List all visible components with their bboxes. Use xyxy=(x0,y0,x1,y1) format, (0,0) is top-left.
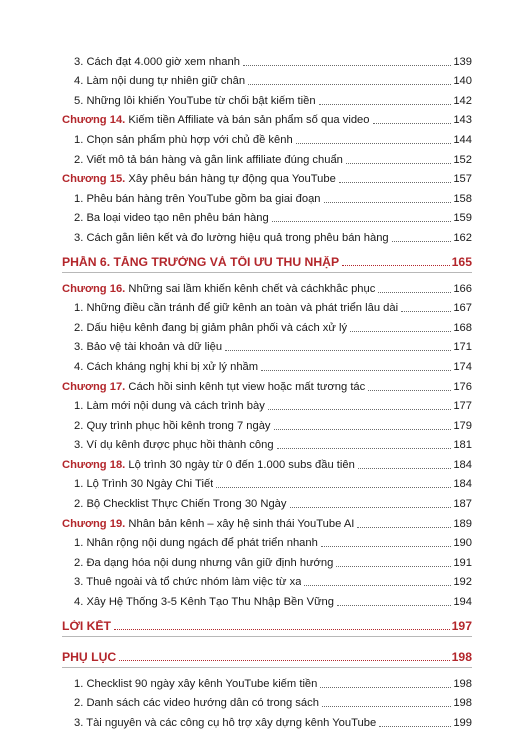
toc-section-entry[interactable] xyxy=(62,570,472,590)
dot-leader xyxy=(322,705,451,707)
section-divider xyxy=(62,667,472,668)
dot-leader xyxy=(296,142,452,144)
toc-entry-title: 1. Những điều cần tránh để giữ kênh an toàn và phát triển lâu dài xyxy=(74,302,399,315)
toc-section-entry[interactable] xyxy=(62,206,472,226)
toc-entry-title: 3. Ví dụ kênh được phục hồi thành công xyxy=(74,439,274,452)
toc-section-entry[interactable] xyxy=(62,433,472,453)
chapter-label: Chương 18. xyxy=(62,458,126,471)
dot-leader xyxy=(277,447,452,449)
toc-section-entry[interactable] xyxy=(62,225,472,245)
page-number: 144 xyxy=(453,133,472,146)
dot-leader xyxy=(357,526,451,528)
toc-entry-title: 2. Ba loại video tạo nên phễu bán hàng xyxy=(74,212,269,225)
dot-leader xyxy=(268,408,452,410)
toc-section-entry[interactable] xyxy=(62,710,472,730)
page-number: 198 xyxy=(451,650,472,665)
table-of-contents xyxy=(62,49,472,730)
dot-leader xyxy=(346,162,451,164)
dot-leader xyxy=(321,545,451,547)
toc-part-entry[interactable] xyxy=(62,245,472,269)
toc-section-entry[interactable] xyxy=(62,88,472,108)
chapter-label: Chương 16. xyxy=(62,282,126,295)
toc-entry-title: 1. Làm mới nội dung và cách trình bày xyxy=(74,400,265,413)
page-number: 189 xyxy=(453,517,472,530)
chapter-title: Những sai lầm khiến kênh chết và cáchkhắc phục xyxy=(125,282,376,295)
toc-entry-title xyxy=(62,459,355,472)
dot-leader xyxy=(119,659,449,661)
page-number: 157 xyxy=(453,173,472,186)
dot-leader xyxy=(248,83,451,85)
toc-section-entry[interactable] xyxy=(62,394,472,414)
dot-leader xyxy=(337,604,451,606)
toc-entry-title xyxy=(62,114,370,127)
toc-entry-title xyxy=(62,518,354,531)
toc-section-entry[interactable] xyxy=(62,531,472,551)
toc-entry-title: 1. Lộ Trình 30 Ngày Chi Tiết xyxy=(74,478,214,491)
toc-entry-title: 4. Làm nội dung tự nhiên giữ chân xyxy=(74,75,246,88)
page-number: 139 xyxy=(453,55,472,68)
toc-section-entry[interactable] xyxy=(62,354,472,374)
dot-leader xyxy=(373,122,452,124)
toc-entry-title: 2. Viết mô tả bán hàng và gắn link affiliate đúng chuẩn xyxy=(74,153,343,166)
dot-leader xyxy=(378,291,451,293)
page-number: 171 xyxy=(453,341,472,354)
toc-entry-title: 3. Tài nguyên và các công cụ hỗ trợ xây dựng kênh YouTube xyxy=(74,716,377,729)
page-number: 142 xyxy=(453,94,472,107)
chapter-title: Lộ trình 30 ngày từ 0 đến 1.000 subs đầu tiên xyxy=(125,458,355,471)
page-number: 167 xyxy=(453,302,472,315)
dot-leader xyxy=(290,506,452,508)
page-number: 174 xyxy=(453,360,472,373)
dot-leader xyxy=(243,64,451,66)
toc-entry-title: 3. Thuê ngoài và tổ chức nhóm làm việc từ xa xyxy=(74,576,302,589)
dot-leader xyxy=(216,486,451,488)
page-number: 184 xyxy=(453,458,472,471)
toc-entry-title: PHẦN 6. TĂNG TRƯỞNG VÀ TỐI ƯU THU NHẬP xyxy=(62,255,340,269)
page-number: 198 xyxy=(453,677,472,690)
toc-section-entry[interactable] xyxy=(62,491,472,511)
dot-leader xyxy=(304,584,451,586)
toc-entry-title: 4. Cách kháng nghị khi bị xử lý nhầm xyxy=(74,360,259,373)
toc-section-entry[interactable] xyxy=(62,589,472,609)
toc-chapter-entry[interactable] xyxy=(62,452,472,472)
toc-entry-title: 2. Đa dạng hóa nội dung nhưng vẫn giữ định hướng xyxy=(74,556,334,569)
page-number: 179 xyxy=(453,419,472,432)
toc-chapter-entry[interactable] xyxy=(62,511,472,531)
toc-entry-title xyxy=(62,381,365,394)
page-number: 159 xyxy=(453,212,472,225)
toc-chapter-entry[interactable] xyxy=(62,374,472,394)
toc-section-entry[interactable] xyxy=(62,472,472,492)
toc-section-entry[interactable] xyxy=(62,186,472,206)
toc-entry-title: 3. Bảo vệ tài khoản và dữ liệu xyxy=(74,341,223,354)
page-number: 140 xyxy=(453,75,472,88)
toc-section-entry[interactable] xyxy=(62,315,472,335)
page-number: 166 xyxy=(453,282,472,295)
dot-leader xyxy=(339,181,452,183)
toc-section-entry[interactable] xyxy=(62,296,472,316)
page-number: 158 xyxy=(453,192,472,205)
toc-entry-title: 2. Dấu hiệu kênh đang bị giảm phân phối và cách xử lý xyxy=(74,321,348,334)
toc-chapter-entry[interactable] xyxy=(62,108,472,128)
toc-section-entry[interactable] xyxy=(62,49,472,69)
page-number: 191 xyxy=(453,556,472,569)
toc-section-entry[interactable] xyxy=(62,550,472,570)
dot-leader xyxy=(272,220,452,222)
toc-entry-title: 1. Phễu bán hàng trên YouTube gồm ba giai đoạn xyxy=(74,192,321,205)
page-number: 190 xyxy=(453,537,472,550)
chapter-title: Xây phễu bán hàng tự động qua YouTube xyxy=(125,173,336,186)
chapter-label: Chương 17. xyxy=(62,380,126,393)
page-number: 194 xyxy=(453,596,472,609)
page-number: 198 xyxy=(453,697,472,710)
toc-chapter-entry[interactable] xyxy=(62,167,472,187)
dot-leader xyxy=(225,349,451,351)
page-number: 184 xyxy=(453,478,472,491)
page-number: 176 xyxy=(453,380,472,393)
toc-entry-title: LỜI KẾT xyxy=(62,620,111,634)
toc-part-entry[interactable] xyxy=(62,609,472,633)
page-number: 197 xyxy=(451,619,472,634)
toc-entry-title: 5. Những lỗi khiến YouTube từ chối bật kiếm tiền xyxy=(74,94,316,107)
chapter-label: Chương 19. xyxy=(62,517,126,530)
page-number: 143 xyxy=(453,114,472,127)
page-number: 165 xyxy=(451,254,472,269)
dot-leader xyxy=(324,201,452,203)
page-number: 168 xyxy=(453,321,472,334)
toc-section-entry[interactable] xyxy=(62,671,472,691)
toc-section-entry[interactable] xyxy=(62,127,472,147)
toc-entry-title: 1. Chọn sản phẩm phù hợp với chủ đề kênh xyxy=(74,133,293,146)
page-number: 199 xyxy=(453,716,472,729)
toc-entry-title: PHỤ LỤC xyxy=(62,651,117,665)
page-number: 177 xyxy=(453,400,472,413)
dot-leader xyxy=(274,428,452,430)
toc-entry-title: 3. Cách gắn liên kết và đo lường hiệu quả trong phễu bán hàng xyxy=(74,231,389,244)
dot-leader xyxy=(379,725,451,727)
toc-entry-title xyxy=(62,173,336,186)
toc-section-entry[interactable] xyxy=(62,413,472,433)
toc-section-entry[interactable] xyxy=(62,69,472,89)
toc-chapter-entry[interactable] xyxy=(62,276,472,296)
toc-entry-title: 4. Xây Hệ Thống 3-5 Kênh Tạo Thu Nhập Bền Vững xyxy=(74,596,335,609)
toc-entry-title: 2. Quy trình phục hồi kênh trong 7 ngày xyxy=(74,419,271,432)
dot-leader xyxy=(342,264,450,266)
dot-leader xyxy=(114,628,450,630)
chapter-title: Kiếm tiền Affiliate và bán sản phẩm số qua video xyxy=(125,114,370,127)
page-number: 162 xyxy=(453,231,472,244)
toc-part-entry[interactable] xyxy=(62,640,472,664)
dot-leader xyxy=(336,565,451,567)
toc-section-entry[interactable] xyxy=(62,691,472,711)
chapter-label: Chương 15. xyxy=(62,173,126,186)
dot-leader xyxy=(401,310,451,312)
toc-entry-title xyxy=(62,283,375,296)
toc-entry-title: 3. Cách đạt 4.000 giờ xem nhanh xyxy=(74,55,240,68)
page-number: 181 xyxy=(453,439,472,452)
dot-leader xyxy=(320,686,451,688)
dot-leader xyxy=(358,467,451,469)
toc-section-entry[interactable] xyxy=(62,147,472,167)
toc-entry-title: 2. Bộ Checklist Thực Chiến Trong 30 Ngày xyxy=(74,498,287,511)
page-number: 192 xyxy=(453,576,472,589)
chapter-title: Cách hồi sinh kênh tụt view hoặc mất tương tác xyxy=(125,380,366,393)
dot-leader xyxy=(319,103,452,105)
dot-leader xyxy=(392,240,452,242)
dot-leader xyxy=(350,330,451,332)
toc-entry-title: 2. Danh sách các video hướng dẫn có trong sách xyxy=(74,697,319,710)
chapter-label: Chương 14. xyxy=(62,114,126,127)
toc-entry-title: 1. Checklist 90 ngày xây kênh YouTube kiếm tiền xyxy=(74,677,318,690)
dot-leader xyxy=(368,389,451,391)
toc-section-entry[interactable] xyxy=(62,335,472,355)
section-divider xyxy=(62,272,472,273)
page-number: 152 xyxy=(453,153,472,166)
toc-entry-title: 1. Nhân rộng nội dung ngách để phát triển nhanh xyxy=(74,537,318,550)
chapter-title: Nhân bản kênh – xây hệ sinh thái YouTube AI xyxy=(125,517,355,530)
page-number: 187 xyxy=(453,498,472,511)
section-divider xyxy=(62,636,472,637)
dot-leader xyxy=(261,369,451,371)
